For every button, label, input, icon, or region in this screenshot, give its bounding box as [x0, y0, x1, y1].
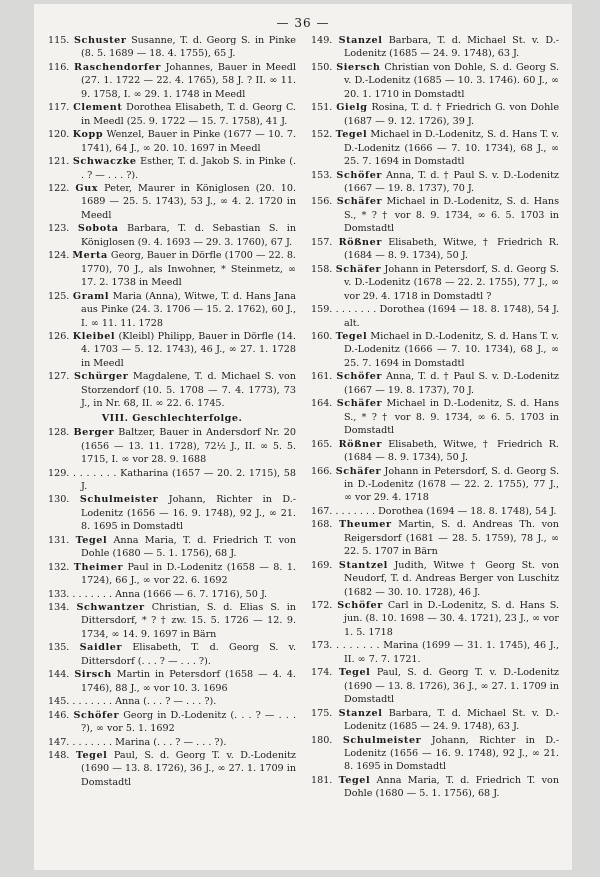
genealogy-entry — [48, 493, 296, 533]
entry-number: 160. — [311, 330, 336, 342]
entry-number: 150. — [311, 61, 337, 73]
entry-number: 135. — [48, 642, 80, 654]
entry-surname: Gielg — [336, 102, 368, 114]
entry-number: 175. — [311, 707, 339, 719]
entry-number: 116. — [48, 61, 75, 73]
entry-text: Martin, S. d. Andreas Th. von Reigersdorf (1681 — 28. 5. 1759), 78 J., ∞ 22. 5. 1707 in Bärn — [344, 519, 559, 558]
genealogy-entry — [48, 534, 296, 561]
entry-surname: Schäfer — [335, 465, 382, 477]
entry-text: . . . . . . . Anna (. . . ? — . . . ?). — [72, 696, 217, 708]
entry-number: 128. — [48, 427, 74, 439]
entry-number: 169. — [311, 559, 339, 571]
genealogy-entry — [48, 128, 296, 155]
page-number: — 36 — — [276, 16, 330, 30]
genealogy-entry — [311, 370, 559, 397]
entry-number: 121. — [48, 156, 73, 168]
genealogy-entry — [311, 559, 559, 599]
genealogy-entry — [48, 249, 296, 289]
entry-number: 168. — [311, 519, 339, 531]
entry-text: Baltzer, Bauer in Andersdorf Nr. 20 (1656 — 13. 11. 1728), 72½ J., II. ∞ 5. 5. 1715, I. ∞ vor 28. 9. 1688 — [81, 427, 296, 466]
entry-text: Johann in Petersdorf, S. d. Georg S. v. D.-Lodenitz (1678 — 22. 2. 1755), 77 J., ∞ vor 29. 4. 1718 in Domstadtl ? — [344, 263, 559, 302]
genealogy-entry — [311, 518, 559, 558]
entry-text: Paul, S. d. Georg T. v. D.-Lodenitz (1690 — 13. 8. 1726), 36 J., ∞ 27. 1. 1709 in Domstadtl — [81, 750, 296, 788]
genealogy-entry — [311, 465, 559, 505]
right-column — [311, 34, 559, 801]
genealogy-entry — [48, 182, 296, 222]
genealogy-entry — [48, 709, 296, 736]
entry-text: Carl in D.-Lodenitz, S. d. Hans S. jun. (8. 10. 1698 — 30. 4. 1721), 23 J., ∞ vor 1. 5. 1718 — [344, 600, 559, 638]
entry-text: Rosina, T. d. † Friedrich G. von Dohle (1687 — 9. 12. 1726), 39 J. — [344, 102, 559, 127]
entry-text: Esther, T. d. Jakob S. in Pinke (. . ? — . . . ?). — [81, 156, 296, 181]
entry-number: 181. — [311, 774, 339, 786]
genealogy-entry — [311, 438, 559, 465]
entry-surname: Tegel — [335, 330, 368, 342]
entry-number: 159. — [311, 304, 336, 316]
entry-number: 120. — [48, 129, 73, 141]
book-page — [34, 4, 572, 870]
entry-surname: Tegel — [75, 534, 108, 546]
entry-number: 124. — [48, 250, 73, 262]
genealogy-entry — [311, 34, 559, 61]
genealogy-entry — [48, 749, 296, 789]
entry-surname: Tegel — [335, 129, 368, 141]
entry-surname: Schäfer — [336, 398, 383, 410]
entry-surname: Schulmeister — [342, 734, 422, 746]
genealogy-entry — [311, 666, 559, 706]
entry-text: . . . . . . . Marina (1699 — 31. 1. 1745), 46 J., II. ∞ 7. 7. 1721. — [336, 640, 559, 665]
entry-text: Michael in D.-Lodenitz, S. d. Hans T. v. D.-Lodenitz (1666 — 7. 10. 1734), 68 J., ∞ 25. 7. 1694 in Domstadtl — [344, 330, 559, 369]
entry-text: Anna, T. d. † Paul S. v. D.-Lodenitz (1667 — 19. 8. 1737), 70 J. — [344, 371, 559, 396]
entry-text: Johann in Petersdorf, S. d. Georg S. in D.-Lodenitz (1678 — 22. 2. 1755), 77 J., ∞ vor 29. 4. 1718 — [344, 465, 559, 504]
entry-surname: Schwaczke — [72, 156, 137, 168]
genealogy-entry — [48, 601, 296, 641]
genealogy-entry — [311, 330, 559, 370]
entry-surname: Sirsch — [74, 669, 112, 681]
entry-surname: Siersch — [336, 61, 381, 73]
genealogy-entry — [48, 101, 296, 128]
entry-surname: Sobota — [77, 223, 119, 235]
entry-surname: Schäfer — [335, 263, 382, 275]
entry-text: Michael in D.-Lodenitz, S. d. Hans S., * ? † vor 8. 9. 1734, ∞ 6. 5. 1703 in Domstadtl — [344, 398, 559, 437]
genealogy-entry — [311, 61, 559, 101]
entry-number: 129. — [48, 467, 74, 479]
entry-surname: Stantzel — [338, 559, 388, 571]
entry-text: Paul, S. d. Georg T. v. D.-Lodenitz (1690 — 13. 8. 1726), 36 J., ∞ 27. 1. 1709 in Domstadtl — [344, 667, 559, 706]
genealogy-entry — [311, 236, 559, 263]
entry-number: 152. — [311, 129, 336, 141]
entry-text: Barbara, T. d. Michael St. v. D.-Lodenitz (1685 — 24. 9. 1748), 63 J. — [344, 35, 559, 60]
entry-number: 117. — [48, 102, 74, 114]
entry-surname: Schuster — [73, 35, 127, 46]
entry-text: Anna, T. d. † Paul S. v. D.-Lodenitz (1667 — 19. 8. 1737), 70 J. — [344, 169, 559, 194]
entry-text: Elisabeth, Witwe, † Friedrich R. (1684 — 8. 9. 1734), 50 J. — [344, 438, 559, 464]
entry-number: 166. — [311, 465, 336, 477]
genealogy-entry — [311, 505, 559, 518]
entry-text: Paul in D.-Lodenitz (1658 — 8. 1. 1724), 66 J., ∞ vor 22. 6. 1692 — [81, 561, 296, 587]
entry-text: Elisabeth, Witwe, † Friedrich R. (1684 — 8. 9. 1734), 50 J. — [344, 236, 559, 262]
entry-surname: Berger — [73, 427, 115, 439]
entry-surname: Kleibel — [72, 330, 116, 342]
entry-text: Elisabeth, T. d. Georg S. v. Dittersdorf (. . . ? — . . . ?). — [81, 642, 296, 667]
genealogy-entry — [311, 263, 559, 303]
entry-text: Christian von Dohle, S. d. Georg S. v. D.-Lodenitz (1685 — 10. 3. 1746). 60 J., ∞ 20. 1. 1710 in Domstadtl — [344, 61, 559, 100]
entry-number: 123. — [48, 223, 78, 235]
entry-surname: Kopp — [72, 129, 104, 141]
entry-surname: Schöfer — [336, 371, 383, 383]
section-heading: VIII. Geschlechterfolge. — [101, 412, 243, 424]
entry-text: Magdalene, T. d. Michael S. von Storzendorf (10. 5. 1708 — 7. 4. 1773), 73 J., in Nr. 68, II. ∞ 22. 6. 1745. — [81, 371, 296, 410]
entry-text: Georg, Bauer in Dörfle (1700 — 22. 8. 1770), 70 J., als Inwohner, * Steinmetz, ∞ 17. 2. 1738 in Meedl — [81, 250, 296, 289]
entry-number: 148. — [48, 750, 76, 762]
entry-number: 115. — [48, 35, 74, 46]
entry-text: Anna Maria, T. d. Friedrich T. von Dohle (1680 — 5. 1. 1756), 68 J. — [81, 534, 296, 560]
genealogy-entry — [48, 695, 296, 708]
entry-text: Michael in D.-Lodenitz, S. d. Hans S., * ? † vor 8. 9. 1734, ∞ 6. 5. 1703 in Domstadtl — [344, 196, 559, 235]
genealogy-entry — [48, 426, 296, 466]
entry-number: 147. — [48, 736, 73, 748]
entry-text: Judith, Witwe † Georg St. von Neudorf, T. d. Andreas Berger von Luschitz (1682 — 30. 10. 1728), 46 J. — [344, 559, 559, 598]
entry-number: 161. — [311, 371, 337, 383]
entry-number: 172. — [311, 600, 338, 612]
entry-text: Susanne, T. d. Georg S. in Pinke (8. 5. 1689 — 18. 4. 1755), 65 J. — [81, 35, 296, 60]
entry-number: 165. — [311, 438, 339, 450]
genealogy-entry — [311, 397, 559, 437]
entry-number: 144. — [48, 669, 75, 681]
genealogy-entry — [48, 588, 296, 601]
entry-text: . . . . . . . Dorothea (1694 — 18. 8. 1748), 54 J. alt. — [335, 304, 560, 329]
entry-text: Michael in D.-Lodenitz, S. d. Hans T. v. D.-Lodenitz (1666 — 7. 10. 1734), 68 J., ∞ 25. 7. 1694 in Domstadtl — [344, 129, 559, 168]
genealogy-entry — [48, 641, 296, 668]
entry-text: Christian, S. d. Elias S. in Dittersdorf, * ? † zw. 15. 5. 1726 — 12. 9. 1734, ∞ 14. 9. 1697 in Bärn — [81, 602, 296, 640]
genealogy-entry — [311, 303, 559, 330]
entry-text: . . . . . . . Marina (. . . ? — . . . ?). — [72, 736, 227, 748]
entry-surname: Graml — [72, 290, 110, 302]
genealogy-entry — [48, 467, 296, 494]
entry-number: 158. — [311, 263, 336, 275]
entry-number: 125. — [48, 290, 73, 302]
entry-text: (Kleibl) Philipp, Bauer in Dörfle (14. 4. 1703 — 5. 12. 1743), 46 J., ∞ 27. 1. 1728 in Meedl — [81, 330, 296, 369]
entry-surname: Schulmeister — [79, 494, 159, 506]
entry-number: 157. — [311, 236, 339, 248]
entry-number: 145. — [48, 696, 73, 708]
entry-number: 130. — [48, 494, 80, 506]
entry-number: 149. — [311, 35, 339, 46]
entry-number: 153. — [311, 169, 337, 181]
genealogy-entry — [311, 599, 559, 639]
entry-surname: Schürger — [73, 371, 129, 383]
entry-number: 126. — [48, 330, 73, 342]
entry-number: 151. — [311, 102, 337, 114]
entry-number: 167. — [311, 505, 336, 517]
left-column — [48, 34, 296, 789]
entry-number: 173. — [311, 640, 337, 652]
entry-surname: Schöfer — [337, 600, 383, 612]
genealogy-entry — [48, 330, 296, 370]
genealogy-entry — [311, 128, 559, 168]
entry-surname: Tegel — [338, 667, 371, 679]
entry-surname: Merta — [72, 250, 108, 262]
entry-text: Johannes, Bauer in Meedl (27. 1. 1722 — 22. 4. 1765), 58 J. ? II. ∞ 11. 9. 1758, I. ∞ 29. 1. 1748 in Meedl — [81, 61, 296, 100]
entry-surname: Raschendorfer — [74, 61, 161, 73]
genealogy-entry — [48, 155, 296, 182]
entry-surname: Saidler — [79, 642, 123, 654]
entry-number: 156. — [311, 196, 337, 208]
entry-number: 131. — [48, 534, 76, 546]
entry-surname: Schöfer — [336, 169, 383, 181]
entry-number: 133. — [48, 588, 73, 600]
genealogy-entry — [48, 34, 296, 61]
entry-surname: Clement — [73, 102, 123, 114]
genealogy-entry — [48, 370, 296, 410]
entry-surname: Tegel — [75, 750, 108, 762]
genealogy-entry — [311, 169, 559, 196]
entry-text: Dorothea Elisabeth, T. d. Georg C. in Meedl (25. 9. 1722 — 15. 7. 1758), 41 J. — [81, 102, 296, 127]
entry-text: Maria (Anna), Witwe, T. d. Hans Jana aus Pinke (24. 3. 1706 — 15. 2. 1762), 60 J., I. ∞ 11. 11. 1728 — [81, 290, 296, 329]
entry-text: . . . . . . . Dorothea (1694 — 18. 8. 1748), 54 J. — [335, 505, 557, 517]
genealogy-entry — [311, 734, 559, 774]
entry-text: Anna Maria, T. d. Friedrich T. von Dohle (1680 — 5. 1. 1756), 68 J. — [344, 774, 559, 800]
entry-surname: Rößner — [338, 438, 382, 450]
entry-number: 127. — [48, 371, 74, 383]
entry-text: Martin in Petersdorf (1658 — 4. 4. 1746), 88 J., ∞ vor 10. 3. 1696 — [81, 669, 296, 694]
entry-surname: Schäfer — [336, 196, 383, 208]
entry-surname: Stanzel — [338, 35, 383, 46]
entry-text: Barbara, T. d. Sebastian S. in Königlosen (9. 4. 1693 — 29. 3. 1760), 67 J. — [81, 223, 296, 248]
entry-text: . . . . . . . Katharina (1657 — 20. 2. 1715), 58 J. — [73, 467, 296, 492]
entry-surname: Gux — [75, 182, 99, 194]
entry-surname: Rößner — [338, 236, 382, 248]
entry-number: 132. — [48, 561, 74, 573]
entry-number: 174. — [311, 667, 339, 679]
entry-number: 146. — [48, 709, 74, 721]
genealogy-entry — [311, 639, 559, 666]
entry-surname: Stanzel — [338, 707, 383, 719]
entry-text: Wenzel, Bauer in Pinke (1677 — 10. 7. 1741), 64 J., ∞ 20. 10. 1697 in Meedl — [81, 129, 296, 154]
genealogy-entry — [311, 707, 559, 734]
entry-number: 122. — [48, 182, 76, 194]
genealogy-entry — [311, 774, 559, 801]
genealogy-entry — [48, 668, 296, 695]
genealogy-entry — [311, 195, 559, 235]
entry-surname: Theumer — [338, 519, 392, 531]
entry-surname: Schwantzer — [76, 602, 145, 614]
genealogy-entry — [48, 290, 296, 330]
entry-number: 134. — [48, 602, 77, 614]
entry-text: Georg in D.-Lodenitz (. . . ? — . . . ?), ∞ vor 5. 1. 1692 — [81, 709, 296, 735]
entry-surname: Theimer — [73, 561, 124, 573]
genealogy-entry — [48, 61, 296, 101]
genealogy-entry — [48, 561, 296, 588]
entry-text: Barbara, T. d. Michael St. v. D.-Lodenitz (1685 — 24. 9. 1748), 63 J. — [344, 707, 559, 733]
genealogy-entry — [311, 101, 559, 128]
entry-surname: Schöfer — [73, 709, 120, 721]
entry-number: 180. — [311, 734, 343, 746]
entry-text: Johann, Richter in D.-Lodenitz (1656 — 16. 9. 1748), 92 J., ∞ 21. 8. 1695 in Domstadtl — [344, 734, 559, 773]
entry-text: . . . . . . . Anna (1666 — 6. 7. 1716), 50 J. — [72, 588, 268, 600]
entry-text: Johann, Richter in D.-Lodenitz (1656 — 16. 9. 1748), 92 J., ∞ 21. 8. 1695 in Domstadtl — [81, 494, 296, 533]
entry-surname: Tegel — [338, 774, 371, 786]
entry-number: 164. — [311, 398, 337, 410]
genealogy-entry — [48, 222, 296, 249]
entry-text: Peter, Maurer in Königlosen (20. 10. 1689 — 25. 5. 1743), 53 J., ∞ 4. 2. 1720 in Meedl — [81, 182, 296, 221]
genealogy-entry — [48, 736, 296, 749]
